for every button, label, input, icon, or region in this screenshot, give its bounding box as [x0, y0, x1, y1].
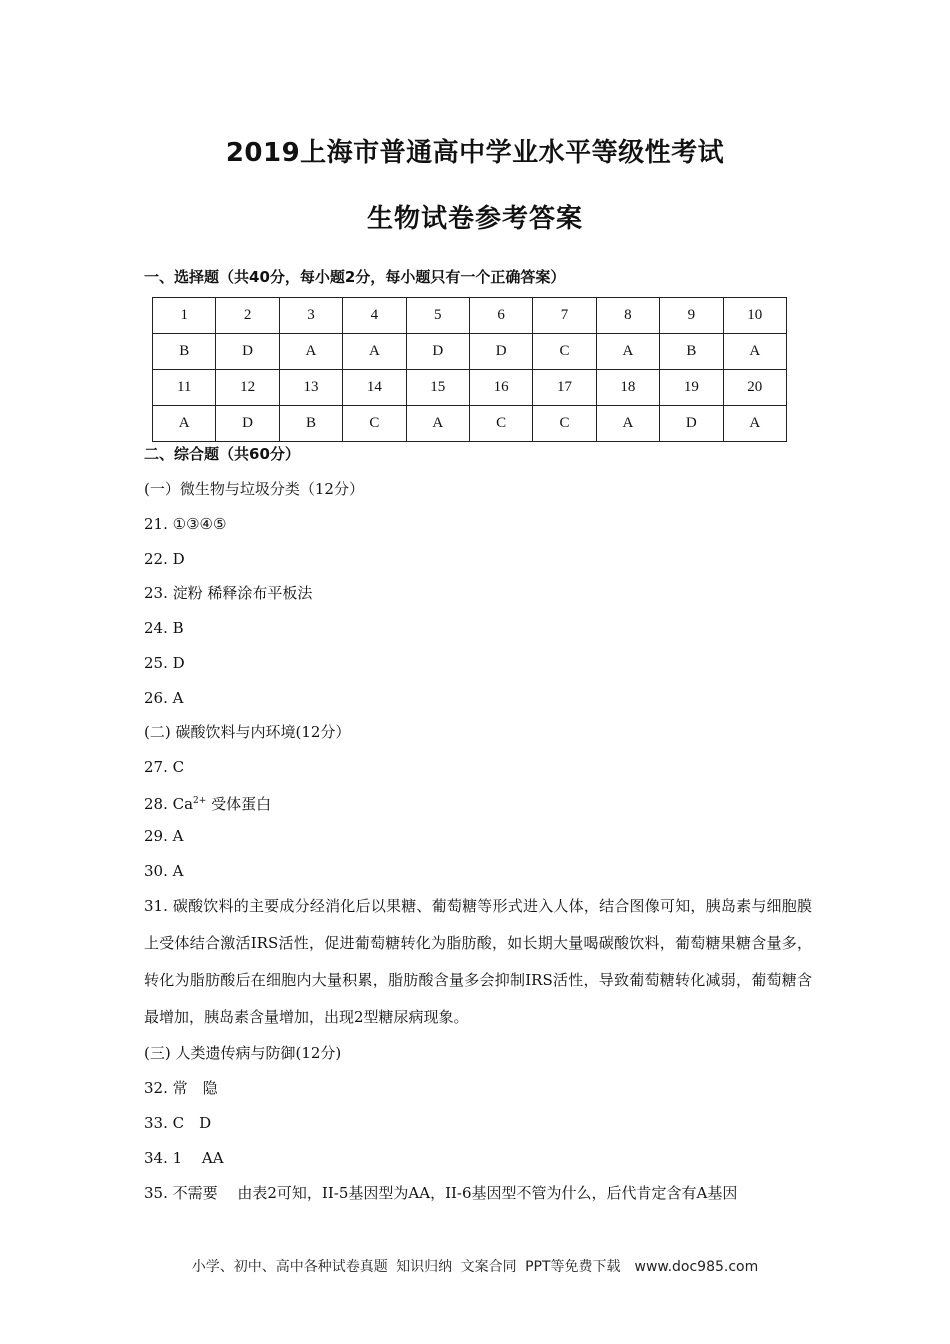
answer-28-prefix: 28. Ca [144, 795, 194, 813]
answer-33: 33. C D [144, 1114, 212, 1132]
table-cell: A [596, 334, 659, 370]
table-cell: 3 [279, 298, 342, 334]
part-heading-1: (一）微生物与垃圾分类（12分） [144, 480, 364, 498]
table-cell: A [343, 334, 406, 370]
table-cell: B [279, 406, 342, 442]
answer-28 [144, 791, 271, 814]
table-row [153, 370, 787, 406]
answer-24: 24. B [144, 619, 184, 637]
answer-23: 23. 淀粉 稀释涂布平板法 [144, 584, 313, 602]
table-cell: B [660, 334, 723, 370]
part-heading-2: (二) 碳酸饮料与内环境(12分） [144, 723, 351, 741]
table-cell: 7 [533, 298, 596, 334]
table-cell: A [596, 406, 659, 442]
table-cell: B [153, 334, 216, 370]
table-row [153, 334, 787, 370]
answer-table [152, 297, 787, 442]
section-heading-comprehensive: 二、综合题（共60分） [144, 445, 300, 463]
table-cell: C [343, 406, 406, 442]
table-cell: 5 [406, 298, 469, 334]
table-cell: 2 [216, 298, 279, 334]
table-cell: D [216, 406, 279, 442]
table-cell: D [216, 334, 279, 370]
table-cell: 17 [533, 370, 596, 406]
answer-21: 21. ①③④⑤ [144, 515, 227, 533]
table-cell: A [723, 406, 786, 442]
answer-30: 30. A [144, 862, 184, 880]
answer-28-superscript: 2+ [193, 796, 207, 806]
section-heading-choice: 一、选择题（共40分，每小题2分，每小题只有一个正确答案） [144, 268, 566, 286]
table-cell: 18 [596, 370, 659, 406]
answer-35: 35. 不需要 由表2可知，II-5基因型为AA，II-6基因型不管为什么，后代肯定含有A基因 [144, 1184, 738, 1202]
page-subtitle: 生物试卷参考答案 [366, 204, 583, 234]
table-cell: C [533, 334, 596, 370]
table-cell: 4 [343, 298, 406, 334]
table-cell: 12 [216, 370, 279, 406]
part-heading-3: (三) 人类遗传病与防御(12分) [144, 1044, 342, 1062]
table-cell: 10 [723, 298, 786, 334]
answer-29: 29. A [144, 827, 184, 845]
table-cell: A [406, 406, 469, 442]
answer-28-suffix: 受体蛋白 [206, 795, 272, 813]
table-row [153, 406, 787, 442]
table-cell: 19 [660, 370, 723, 406]
table-cell: 6 [469, 298, 532, 334]
table-cell: 9 [660, 298, 723, 334]
table-cell: 20 [723, 370, 786, 406]
table-cell: C [469, 406, 532, 442]
table-cell: A [153, 406, 216, 442]
table-cell: 16 [469, 370, 532, 406]
table-cell: D [469, 334, 532, 370]
table-cell: C [533, 406, 596, 442]
table-row [153, 298, 787, 334]
table-cell: D [406, 334, 469, 370]
table-cell: A [723, 334, 786, 370]
table-cell: A [279, 334, 342, 370]
page-title: 2019上海市普通高中学业水平等级性考试 [225, 138, 725, 168]
answer-32: 32. 常 隐 [144, 1079, 218, 1097]
answer-22: 22. D [144, 550, 185, 568]
answer-27: 27. C [144, 758, 185, 776]
table-cell: 13 [279, 370, 342, 406]
table-cell: 14 [343, 370, 406, 406]
answer-26: 26. A [144, 689, 184, 707]
table-cell: 8 [596, 298, 659, 334]
table-cell: 15 [406, 370, 469, 406]
table-cell: 11 [153, 370, 216, 406]
answer-25: 25. D [144, 654, 185, 672]
footer-text: 小学、初中、高中各种试卷真题 知识归纳 文案合同 PPT等免费下载 www.doc985.com [191, 1259, 759, 1275]
table-cell: 1 [153, 298, 216, 334]
answer-34: 34. 1 AA [144, 1149, 224, 1167]
table-cell: D [660, 406, 723, 442]
answer-31: 31. 碳酸饮料的主要成分经消化后以果糖、葡萄糖等形式进入人体，结合图像可知，胰岛素与细胞膜上受体结合激活IRS活性，促进葡萄糖转化为脂肪酸，如长期大量喝碳酸饮料，葡萄糖果糖含量多，转化为脂肪酸后在细胞内大量积累，脂肪酸含量多会抑制IRS活性，导致葡萄糖转化减弱，葡萄糖含最增加，胰岛素含量增加，出现2型糖尿病现象。 [144, 897, 812, 1026]
